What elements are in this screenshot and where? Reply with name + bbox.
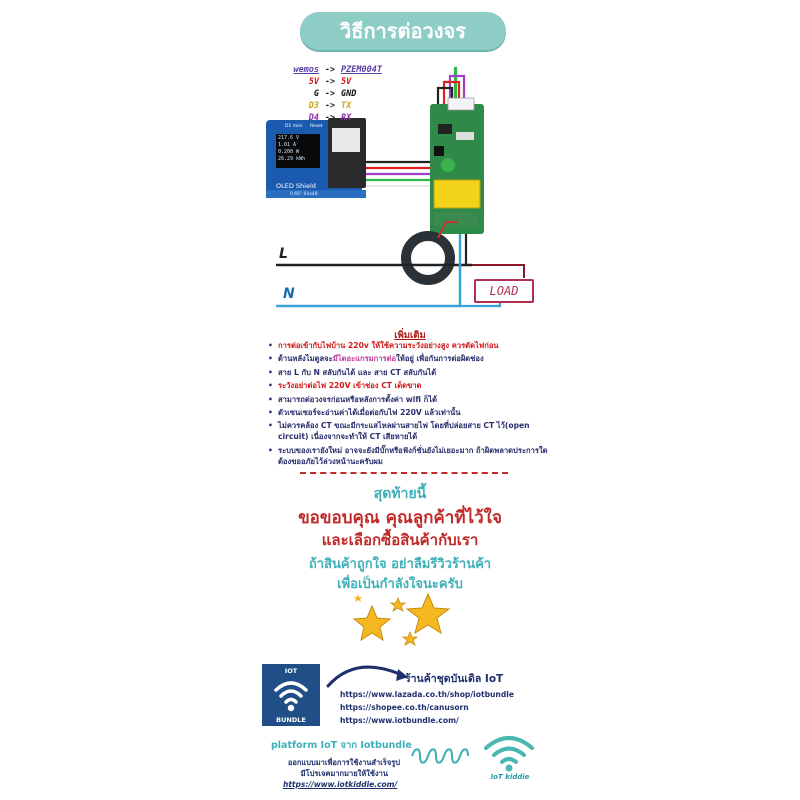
arrow-icon (326, 660, 410, 690)
pin-row (273, 76, 401, 88)
list-item: • สาย L กับ N สลับกันได้ และ สาย CT สลับกันได้ (266, 367, 548, 378)
pin-arrow: -> (324, 101, 336, 111)
note-text: ให้อยู่ เพื่อกันการต่อผิดช่อง (396, 354, 484, 364)
closing-thanks-line2: และเลือกซื้อสินค้ากับเรา (321, 531, 479, 549)
pin-from: 5V (308, 77, 319, 87)
line-label: L (279, 246, 288, 262)
pin-from: G (313, 89, 319, 99)
note-highlight: มีไดอะแกรมการต่อ (332, 354, 397, 364)
page-title: วิธีการต่อวงจร (300, 12, 506, 50)
platform-desc-line2: มีโปรเจคมากมายให้ใช้งาน (300, 769, 388, 778)
logo-bottom-text: BUNDLE (276, 716, 306, 724)
pzem-transformer (434, 180, 480, 208)
list-item: • การต่อเข้ากับไฟบ้าน 220v ให้ใช้ความระวังอย่างสูง ควรตัดไฟก่อน (266, 340, 548, 351)
neutral-label: N (283, 286, 295, 302)
store-link-shopee[interactable]: https://shopee.co.th/canusorn (340, 703, 469, 712)
pin-row (273, 100, 401, 112)
list-item: • ระวังอย่าต่อไฟ 220V เข้าช่อง CT เด็ดขาด (266, 380, 548, 391)
pin-arrow: -> (324, 89, 336, 99)
pin-from: D4 (308, 113, 319, 123)
stars-decoration (348, 592, 458, 654)
wifi-icon (486, 738, 532, 772)
pin-to: GND (341, 89, 357, 99)
pin-d1-label: D1 mini (285, 124, 303, 129)
list-item: • สามารถต่อวงจรก่อนหรือหลังการตั้งค่า wifi ก็ได้ (266, 394, 548, 405)
star-icon (354, 606, 390, 640)
load-box: LOAD (474, 279, 534, 303)
list-item: • ไม่ควรคล้อง CT ขณะมีกระแสไหลผ่านสายไฟ โดยที่ปล่อยสาย CT ไว้(open circuit) เนื่องจากจะทำให้ CT เสียหายได้ (266, 420, 548, 442)
logo-top-text: IOT (284, 667, 298, 675)
iotbundle-logo (262, 664, 320, 726)
store-links (340, 688, 514, 727)
pin-arrow: -> (324, 113, 336, 123)
wifi-icon (274, 678, 308, 714)
list-item (266, 353, 548, 364)
closing-review-line2: เพื่อเป็นกำลังใจนะครับ (337, 577, 463, 592)
notes-list (266, 340, 548, 469)
star-icon (403, 632, 417, 645)
platform-url[interactable]: https://www.iotkiddie.com/ (283, 780, 398, 789)
pzem-inductor (441, 158, 455, 172)
iotkiddie-brand: IoT kiddie (490, 773, 530, 781)
list-item: • ระบบของเรายังใหม่ อาจจะยังมีบั๊กหรือฟังก์ชั่นยังไม่เยอะมาก ถ้าผิดพลาดประการใด ต้องขออภัยไว้ล่วงหน้านะครับผม (266, 445, 548, 467)
oled-line: 26.29 kWh (278, 156, 306, 162)
oled-screen-text (278, 135, 320, 163)
ct-clamp (406, 236, 450, 280)
star-icon (391, 598, 405, 611)
store-title: ร้านค้าชุดบันเดิล IoT (405, 673, 504, 685)
pin-map (273, 64, 401, 124)
store-link-website[interactable]: https://www.iotbundle.com/ (340, 716, 459, 725)
pin-map-header-right: PZEM004T (341, 65, 382, 75)
pin-map-header-arrow: -> (324, 65, 336, 75)
platform-desc-line1: ออกแบบมาเพื่อการใช้งานสำเร็จรูป (287, 758, 400, 767)
star-icon (354, 594, 362, 602)
oled-line: 1.01 A (278, 142, 297, 148)
oled-line: 217.6 V (278, 135, 300, 141)
list-item: • ตัวเซนเซอร์จะอ่านค่าได้เมื่อต่อกับไฟ 220V แล้วเท่านั้น (266, 407, 548, 418)
pin-to: 5V (341, 77, 352, 87)
pin-to: RX (341, 113, 352, 123)
pin-map-header-left: wemos (293, 65, 319, 75)
note-text: ด้านหลังไมดูลจะ (278, 354, 333, 364)
closing-review-line1: ถ้าสินค้าถูกใจ อย่าลืมรีวิวร้านค้า (308, 557, 492, 572)
platform-title: platform IoT จาก Iotbundle (271, 740, 412, 751)
shield-sub: 0.66" 64x48 (290, 192, 318, 197)
squiggle-decoration (410, 746, 476, 764)
pin-row (273, 112, 401, 124)
pin-from: D3 (308, 101, 319, 111)
line-N (276, 234, 460, 306)
oled-line: 0.200 W (278, 149, 300, 155)
pin-arrow: -> (324, 77, 336, 87)
closing-thanks-line1: ขอขอบคุณ คุณลูกค้าที่ไว้ใจ (298, 508, 502, 528)
closing-finally: สุดท้ายนี้ (373, 486, 427, 502)
store-link-lazada[interactable]: https://www.lazada.co.th/shop/iotbundle (340, 690, 515, 699)
pin-to: TX (341, 101, 352, 111)
star-icon (407, 594, 449, 633)
pin-row (273, 88, 401, 100)
iotkiddie-logo (478, 732, 540, 774)
dashed-divider (300, 472, 508, 474)
pin-reset-label: Reset (310, 124, 323, 129)
shield-label: OLED Shield (276, 182, 316, 190)
notes-title: เพิ่มเติม (394, 330, 426, 341)
